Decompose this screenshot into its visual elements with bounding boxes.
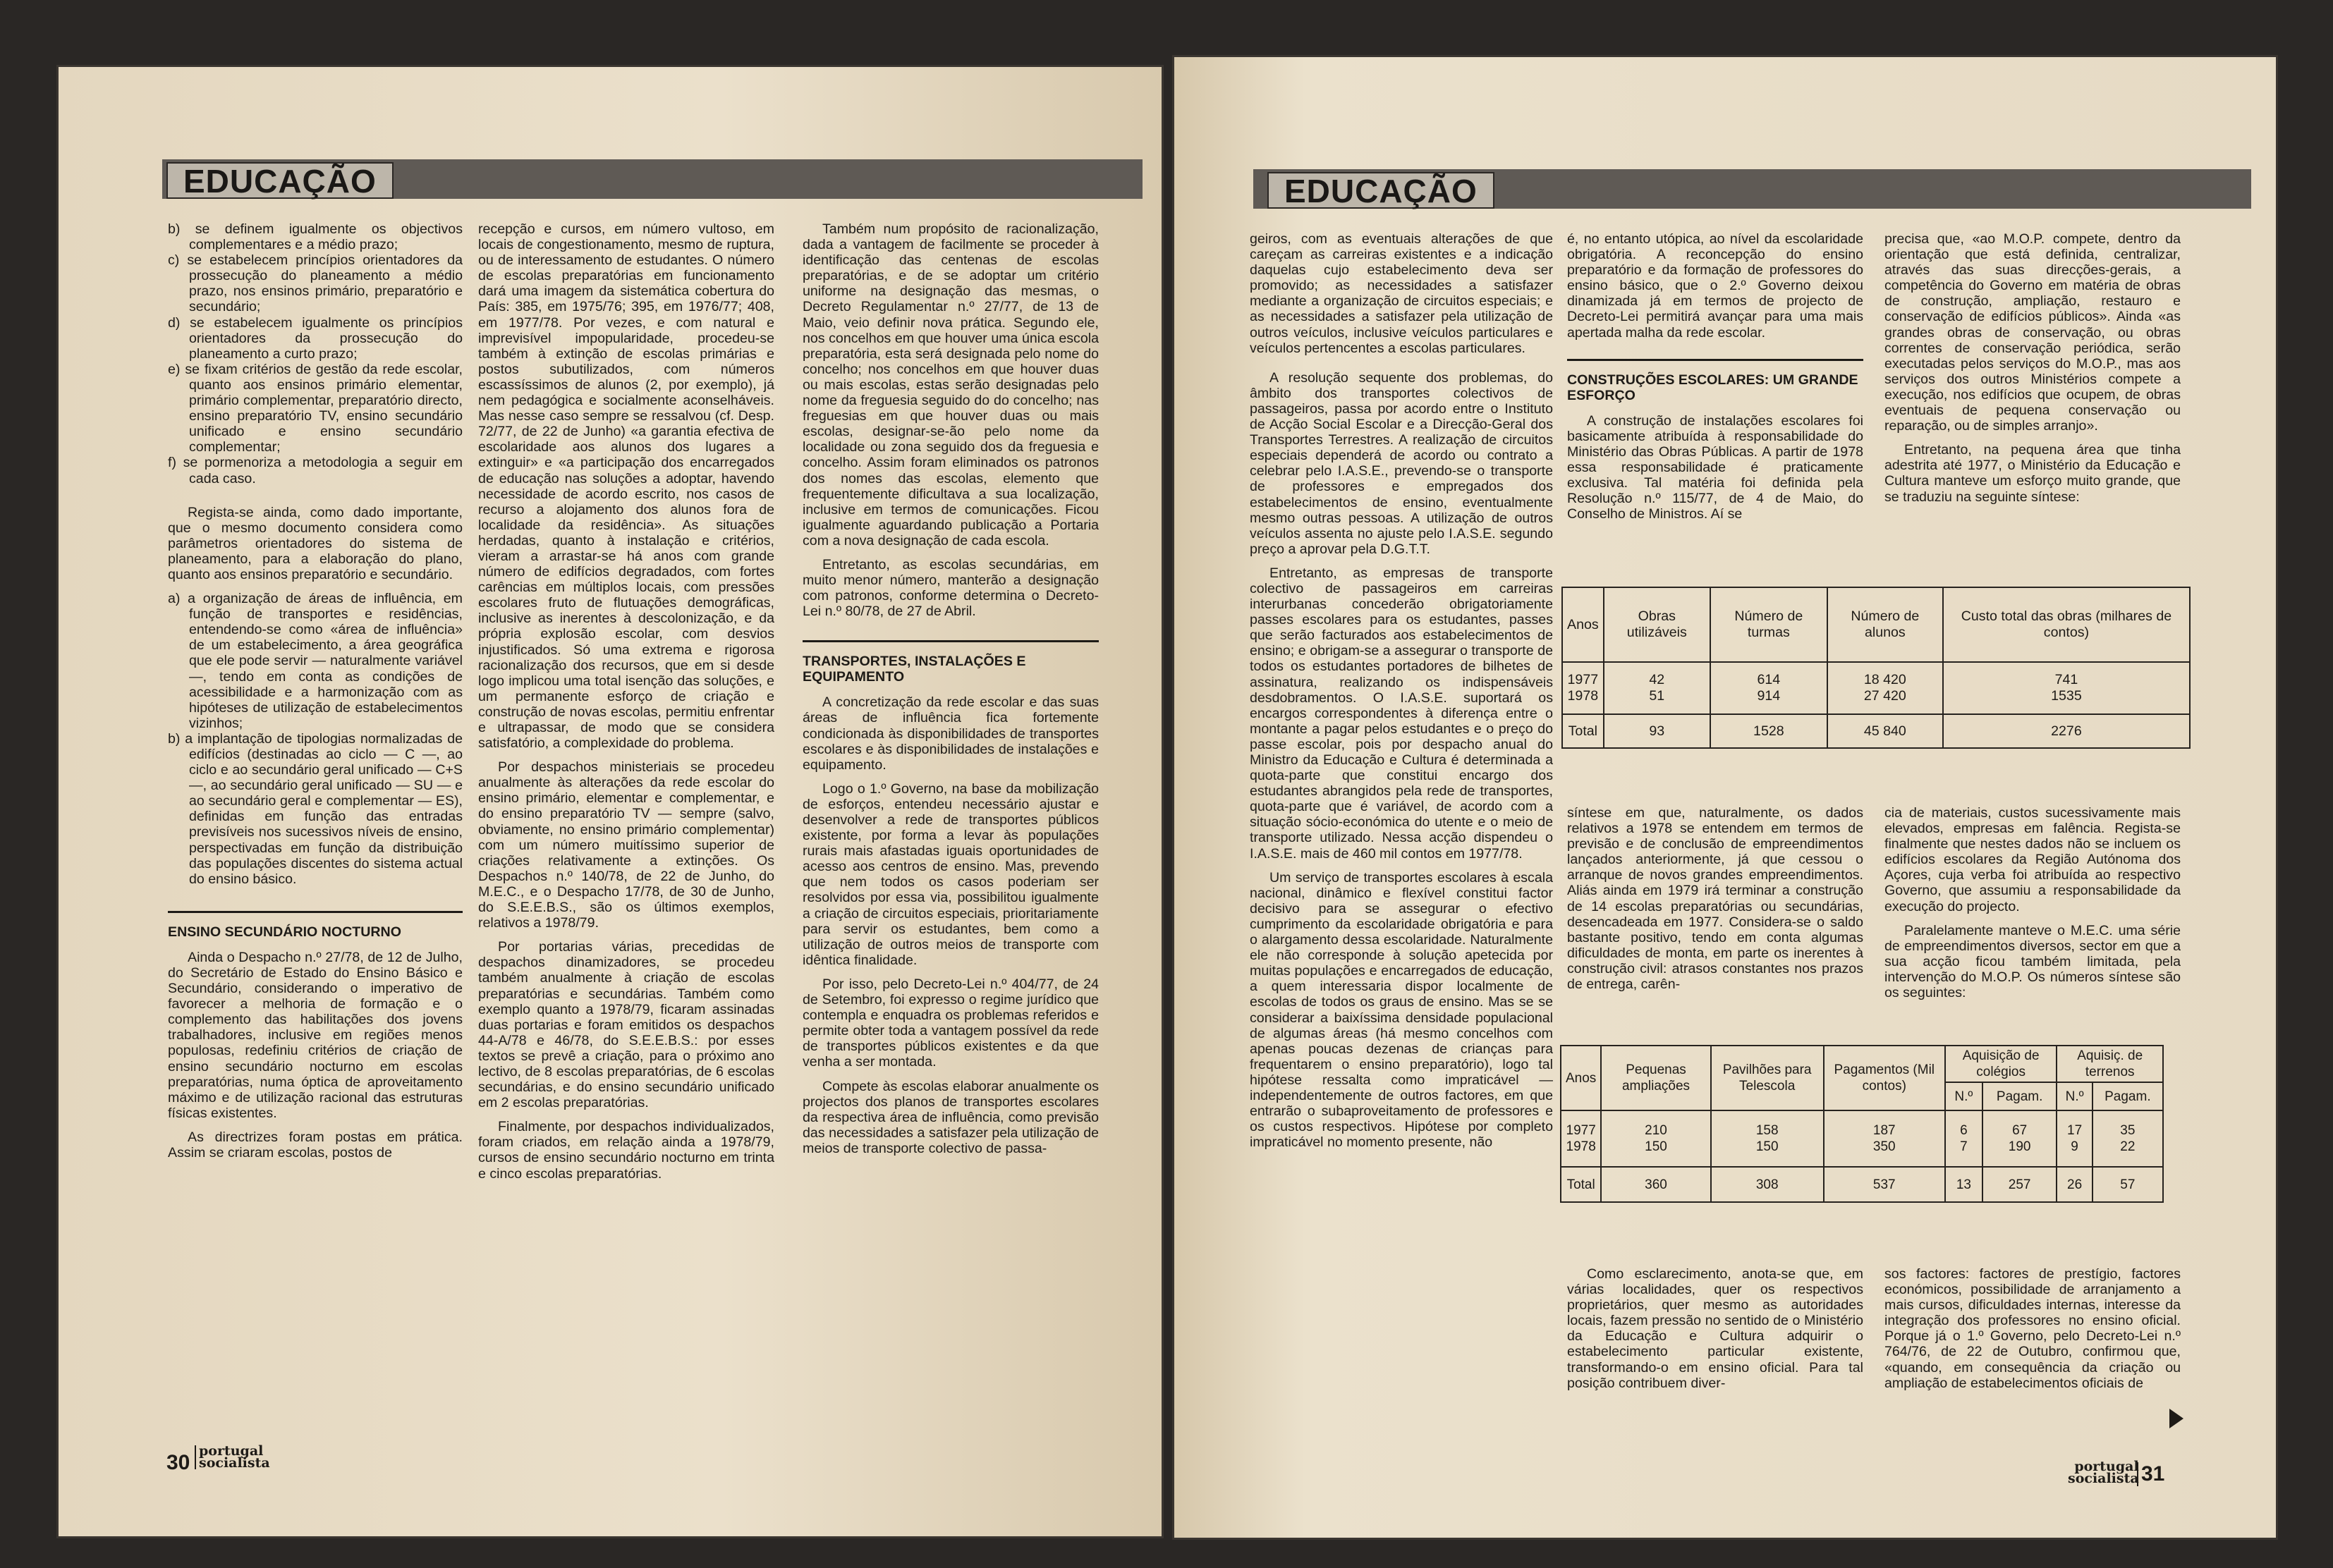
list-item: c) se estabelecem princípios orientadores da prossecução do planeamento a médio prazo, nos ensinos primário, preparatório e secundário; [168,252,463,315]
continued-arrow-icon [2169,1409,2183,1428]
column-2 [1567,231,1863,530]
paragraph: Entretanto, as empresas de transporte colectivo de passageiros em carreiras interurbanas concederão obrigatoriamente passes escolares para os estudantes, passes que serão facturados aos estabelecimentos de ensino; e obrigam-se a assegurar o transporte de todos os estudantes portadores de bilhetes de assinatura, realizando os indispensáveis desdobramentos. O I.A.S.E. suportará os encargos correspondentes à diferença entre o montante a pagar pelos estudantes e o preço do passe escolar, pois por despacho anual do Ministro da Educação e Cultura é determinada a quota-parte que constitui encargo dos estudantes abrangidos pela rede de transportes, quota-parte que é variável, de acordo com a situação sócio-económica do utente e o meio de transporte utilizado. Nessa acção dispendeu o I.A.S.E. mais de 460 mil contos em 1977/78. [1250,565,1553,862]
column-2 [478,221,774,1190]
column-1 [1250,231,1553,1158]
table-row: 1977 1978 210 150 158 150 187 350 6 7 67 190 17 9 35 22 [1561,1110,2163,1167]
table-header: Anos [1562,587,1604,662]
column-3-mid [1884,805,2181,1009]
list-item: b) a implantação de tipologias normalizadas de edifícios (destinadas ao ciclo — C —, ao ciclo e ao secundário geral unificado — C+S —, ao secundário geral unificado — SU — e ao secundário geral e complementar — ES), definidas em função das entradas previsíveis nos sucessivos níveis de ensino, perspectivadas em função da distribuição das populações discentes do sistema actual do ensino básico. [168,730,463,887]
subheading: TRANSPORTES, INSTALAÇÕES E EQUIPAMENTO [803,640,1099,685]
paragraph: Entretanto, na pequena área que tinha adestrita até 1977, o Ministério da Educação e Cultura manteve um esforço muito grande, que se traduziu na seguinte síntese: [1884,442,2181,505]
list-mid [168,591,463,887]
publication-logo: portugal socialista [2068,1459,2139,1486]
subheading: CONSTRUÇÕES ESCOLARES: UM GRANDE ESFORÇO [1567,359,1863,403]
paragraph: Finalmente, por despachos individualizados, foram criados, em relação ainda a 1978/79, cursos de ensino secundário nocturno em trinta e cinco escolas preparatórias. [478,1119,774,1182]
paragraph: Como esclarecimento, anota-se que, em várias localidades, quer os respectivos proprietários, quer mesmo as autoridades locais, fazem pressão no sentido de o Ministério da Educação e Cultura adquirir o estabelecimento particular existente, transformando-o em ensino oficial. Para tal posição contribuem diver- [1567,1266,1863,1391]
column-3 [803,221,1099,1165]
table-row: 1977 1978 42 51 614 914 18 420 27 420 741 1535 [1562,662,2190,714]
paragraph: Logo o 1.º Governo, na base da mobilização de esforços, entendeu necessário ajustar e desenvolver a rede de transportes públicos existente, por forma a levar às populações rurais mais afastadas iguais oportunidades de acesso aos centros de ensino. Mas, prevendo que nem todos os casos poderiam ser resolvidos por essa via, possibilitou igualmente a criação de circuitos especiais, prioritariamente para servir os estudantes, bem como a utilização de outros meios de transporte com idêntica finalidade. [803,780,1099,968]
section-title: EDUCAÇÃO [166,162,394,199]
paragraph: Por portarias várias, precedidas de despachos dinamizadores, se procedeu também anualmente à criação de escolas preparatórias e secundárias. Também como exemplo quanto a 1978/79, ficaram assinadas duas portarias e foram emitidos os despachos 44-A/78 e 46/78, do S.E.E.B.S.: por esses textos se prevê a criação, para o próximo ano lectivo, de 8 escolas preparatórias, de 6 escolas secundárias, e do ensino secundário unificado em 2 escolas preparatórias. [478,939,774,1111]
paragraph: As directrizes foram postas em prática. Assim se criaram escolas, postos de [168,1129,463,1160]
right-page [1172,55,2278,1540]
paragraph: geiros, com as eventuais alterações de que careçam as carreiras existentes e a indicação daquelas cujo estabelecimento deva ser promovido; as necessidades a satisfazer mediante a organização de circuitos especiais; e as necessidades a satisfazer pela utilização de outros veículos, inclusive veículos particulares e veículos pertencentes a escolas particulares. [1250,231,1553,356]
table-header: Número de turmas [1710,587,1827,662]
list-item: b) se definem igualmente os objectivos complementares e a médio prazo; [168,221,463,253]
paragraph: recepção e cursos, em número vultoso, em locais de congestionamento, mesmo de ruptura, ou de interessamento de estudantes. O número de escolas preparatórias em funcionamento dará uma imagem da sistemática cobertura do País: 385, em 1975/76; 395, em 1976/77; 408, em 1977/78. Por vezes, e com natural e imprevisível impopularidade, procedeu-se também à extinção de escolas primárias e postos subutilizados, com números escassíssimos de alunos (2, por exemplo), já nem pedagógica e socialmente aconselháveis. Mas nesse caso sempre se ressalvou (cf. Desp. 72/77, de 22 de Junho) «a garantia efectiva de escolaridade aos alunos dos lugares a extinguir» e «a participação dos encarregados de educação nas soluções a adoptar, havendo necessidade de acordo escrito, nos casos de recurso a alojamento dos alunos fora de localidade da residência». As situações herdadas, quanto à instalação e critérios, vieram a arrastar-se há anos com grande número de edifícios degradados, com fortes carências em múltiplos locais, com pressões escolares fruto de flutuações demográficas, inclusive as inerentes à descolonização, e da própria explosão escolar, com desvios injustificados. Só uma extrema e rigorosa racionalização dos recursos, que em si desde logo implicou uma total isenção das soluções, e um permanente esforço de criação e construção de novas escolas, permitiu enfrentar e ultrapassar, de modo que se considera satisfatório, a complexidade do problema. [478,221,774,752]
table-construction-summary [1561,587,2191,749]
paragraph: Também num propósito de racionalização, dada a vantagem de facilmente se proceder à identificação das centenas de escolas preparatórias, e de se adoptar um critério uniforme na designação das mesmas, o Decreto Regulamentar n.º 27/77, de 13 de Maio, veio definir nova prática. Segundo ele, nos concelhos em que houver uma única escola preparatória, esta será designada pelo nome do concelho; nos concelhos em que houver duas ou mais escolas, estas serão designadas pelo nome da freguesia seguido do do concelho; nas freguesias em que houver duas ou mais escolas, designar-se-ão pelo nome da localidade ou zona seguido dos da freguesia e concelho. Assim foram eliminados os patronos dos nomes das escolas, elemento que frequentemente dificultava a sua localização, inclusive em termos de comunicações. Ficou igualmente aguardando publicação a Portaria com a nova designação de cada escola. [803,221,1099,549]
column-2-mid [1567,805,1863,1000]
paragraph: Entretanto, as escolas secundárias, em muito menor número, manterão a designação com patronos, conforme determina o Decreto-Lei n.º 80/78, de 27 de Abril. [803,556,1099,620]
left-page [56,65,1164,1538]
column-1 [168,221,463,1169]
paragraph: Paralelamente manteve o M.E.C. uma série de empreendimentos diversos, sector em que a sua acção ficou também limitada, pela intervenção do M.O.P. Os números síntese são os seguintes: [1884,922,2181,1001]
paragraph: A resolução sequente dos problemas, do âmbito dos transportes colectivos de passageiros, passa por acordo entre o Instituto de Acção Social Escolar e a Direcção-Geral dos Transportes Terrestres. A realização de circuitos especiais dependerá de acordo ou contrato a celebrar pelo I.A.S.E., prevendo-se o transporte de professores e empregados dos estabelecimentos de ensino, eventualmente mesmo outras pessoas. A utilização de outros veículos assenta no ajuste pelo I.A.S.E. segundo preço a aprovar pela D.G.T.T. [1250,369,1553,557]
paragraph: cia de materiais, custos sucessivamente mais elevados, empresas em falência. Regista-se finalmente que nestes dados não se incluem os edifícios escolares da Região Autónoma dos Açores, cuja verba foi atribuída ao respectivo Governo, que assumiu a responsabilidade da execução do projecto. [1884,805,2181,914]
page-number: 31 [2137,1462,2164,1486]
paragraph: Regista-se ainda, como dado importante, que o mesmo documento considera como parâmetros orientadores do sistema de planeamento, para a elaboração do plano, quanto aos ensinos preparatório e secundário. [168,504,463,582]
page-number: 30 [166,1451,190,1474]
paragraph: Por isso, pelo Decreto-Lei n.º 404/77, de 24 de Setembro, foi expresso o regime jurídico que contempla e enquadra os problemas referidos e permite obter toda a vantagem possível da rede de transportes públicos existentes e da que venha a ser montada. [803,976,1099,1070]
section-title: EDUCAÇÃO [1267,172,1494,209]
paragraph: Um serviço de transportes escolares à escala nacional, dinâmico e flexível constitui factor decisivo para se assegurar o efectivo cumprimento da escolaridade obrigatória e para o alargamento dessa escolaridade. Naturalmente ele não corresponde à solução apetecida por muitas populações e encarregados de educação, a quem interessaria dispor localmente de escolas de todos os graus de ensino. Mas se se considerar a baixíssima densidade populacional de algumas áreas (há mesmo concelhos com apenas poucas dezenas de crianças para frequentarem o ensino preparatório), logo tal hipótese ressalta como impraticável — independentemente de outros factores, em que entrarão o subaproveitamento de professores e os custos respectivos. Hipótese por completo impraticável no momento presente, não [1250,869,1553,1151]
column-3-bottom [1884,1266,2181,1399]
paragraph: Por despachos ministeriais se procedeu anualmente às alterações da rede escolar do ensino primário, elementar e complementar, e do ensino preparatório TV — sempre (salvo, obviamente, no ensino primário complementar) com um número muitíssimo superior de criações relativamente a extinções. Os Despachos n.º 140/78, de 22 de Junho, do M.E.C., e o Despacho 17/78, de 30 de Junho, do S.E.E.B.S., são os últimos exemplos, relativos a 1978/79. [478,759,774,931]
list-item: f) se pormenoriza a metodologia a seguir em cada caso. [168,455,463,486]
paragraph: A construção de instalações escolares foi basicamente atribuída à responsabilidade do Ministério das Obras Públicas. A partir de 1978 essa responsabilidade é praticamente exclusiva. Tal matéria foi definida pela Resolução n.º 115/77, de 4 de Maio, do Conselho de Ministros. Aí se [1567,412,1863,522]
list-item: e) se fixam critérios de gestão da rede escolar, quanto aos ensinos primário elementar, primário complementar, preparatório directo, ensino preparatório TV, ensino secundário unificado e ensino secundário complementar; [168,361,463,455]
section-header-band [162,159,1143,199]
table-total-row: Total 93 1528 45 840 2276 [1562,714,2190,748]
table-header: Número de alunos [1827,587,1943,662]
paragraph: precisa que, «ao M.O.P. compete, dentro da orientação que está definida, centralizar, através das suas direcções-gerais, a competência do Governo em matéria de obras de construção, ampliação, restauro e conservação de edifícios públicos». Ainda «as grandes obras de conservação, ou obras correntes de conservação periódica, serão executadas pelos serviços do M.O.P., mas aos serviços dos outros Ministérios compete a execução, nos edifícios que ocupem, de obras eventuais de pequena conservação ou reparação, ou de simples arranjo». [1884,231,2181,434]
list-item: d) se estabelecem igualmente os princípios orientadores da prossecução do planeamento a curto prazo; [168,314,463,362]
section-header-band [1253,169,2251,209]
paragraph: sos factores: factores de prestígio, factores económicos, possibilidade de arranjamento a mais cursos, dificuldades internas, interesse da integração dos professores no ensino oficial. Porque já o 1.º Governo, pelo Decreto-Lei n.º 764/76, de 22 de Outubro, confirmou que, «quando, em consequência da criação ou ampliação de estabelecimentos oficiais de [1884,1266,2181,1391]
paragraph: Compete às escolas elaborar anualmente os projectos dos planos de transportes escolares da respectiva área de influência, como previsão das necessidades a satisfazer pela utilização de meios de transporte colectivo de passa- [803,1078,1099,1156]
column-2-bottom [1567,1266,1863,1399]
paragraph: A concretização da rede escolar e das suas áreas de influência fica fortemente condicionada às disponibilidades de transportes escolares e às disponibilidades de instalações e equipamento. [803,694,1099,773]
column-3 [1884,231,2181,513]
list-item: a) a organização de áreas de influência, em função de transportes e residências, entendendo-se como «área de influência» de um estabelecimento, a área geográfica que ele pode servir — naturalmente variável —, tendo em conta as condições de acessibilidade e a harmonização com as hipóteses de utilização de estabelecimentos vizinhos; [168,591,463,731]
paragraph: síntese em que, naturalmente, os dados relativos a 1978 se entendem em termos de previsão e de conclusão de empreendimentos lançados anteriormente, já que cessou o arranque de novos grandes empreendimentos. Aliás ainda em 1979 irá terminar a construção de 14 escolas preparatórias ou secundárias, desencadeada em 1977. Considera-se o saldo bastante positivo, tendo em conta algumas dificuldades de monta, em parte os inerentes à construção civil: atrasos constantes nos prazos de entrega, carên- [1567,805,1863,993]
table-other-investments: Anos Pequenas ampliações Pavilhões para Telescola Pagamentos (Mil contos) Aquisição de colégios Aquisiç. de terrenos N.º Pagam. N.º Pagam. 1977 1978 210 150 158 150 187 350 6 7 67 190 17 9 35 22 Total 360 308 537 13 257 26 57 [1560,1045,2164,1203]
list-top [168,221,463,486]
table-total-row: Total 360 308 537 13 257 26 57 [1561,1167,2163,1202]
table-header: Obras utilizáveis [1604,587,1710,662]
subheading: ENSINO SECUNDÁRIO NOCTURNO [168,911,463,940]
table-header: Custo total das obras (milhares de contos) [1943,587,2190,662]
paragraph: Ainda o Despacho n.º 27/78, de 12 de Julho, do Secretário de Estado do Ensino Básico e Secundário, considerando o imperativo de favorecer a melhoria de formação e o complemento das habilitações dos jovens trabalhadores, inclusive em regiões menos populosas, redefiniu critérios de criação de ensino secundário nocturno em escolas preparatórias, numa óptica de aproveitamento máximo e de utilização racional das estruturas físicas existentes. [168,949,463,1121]
publication-logo: portugal socialista [195,1445,270,1469]
paragraph: é, no entanto utópica, ao nível da escolaridade obrigatória. A reconcepção do ensino preparatório e da formação de professores do ensino básico, que o 2.º Governo deixou dinamizada já em termos de projecto de Decreto-Lei permitirá avançar para uma mais apertada malha da rede escolar. [1567,231,1863,341]
